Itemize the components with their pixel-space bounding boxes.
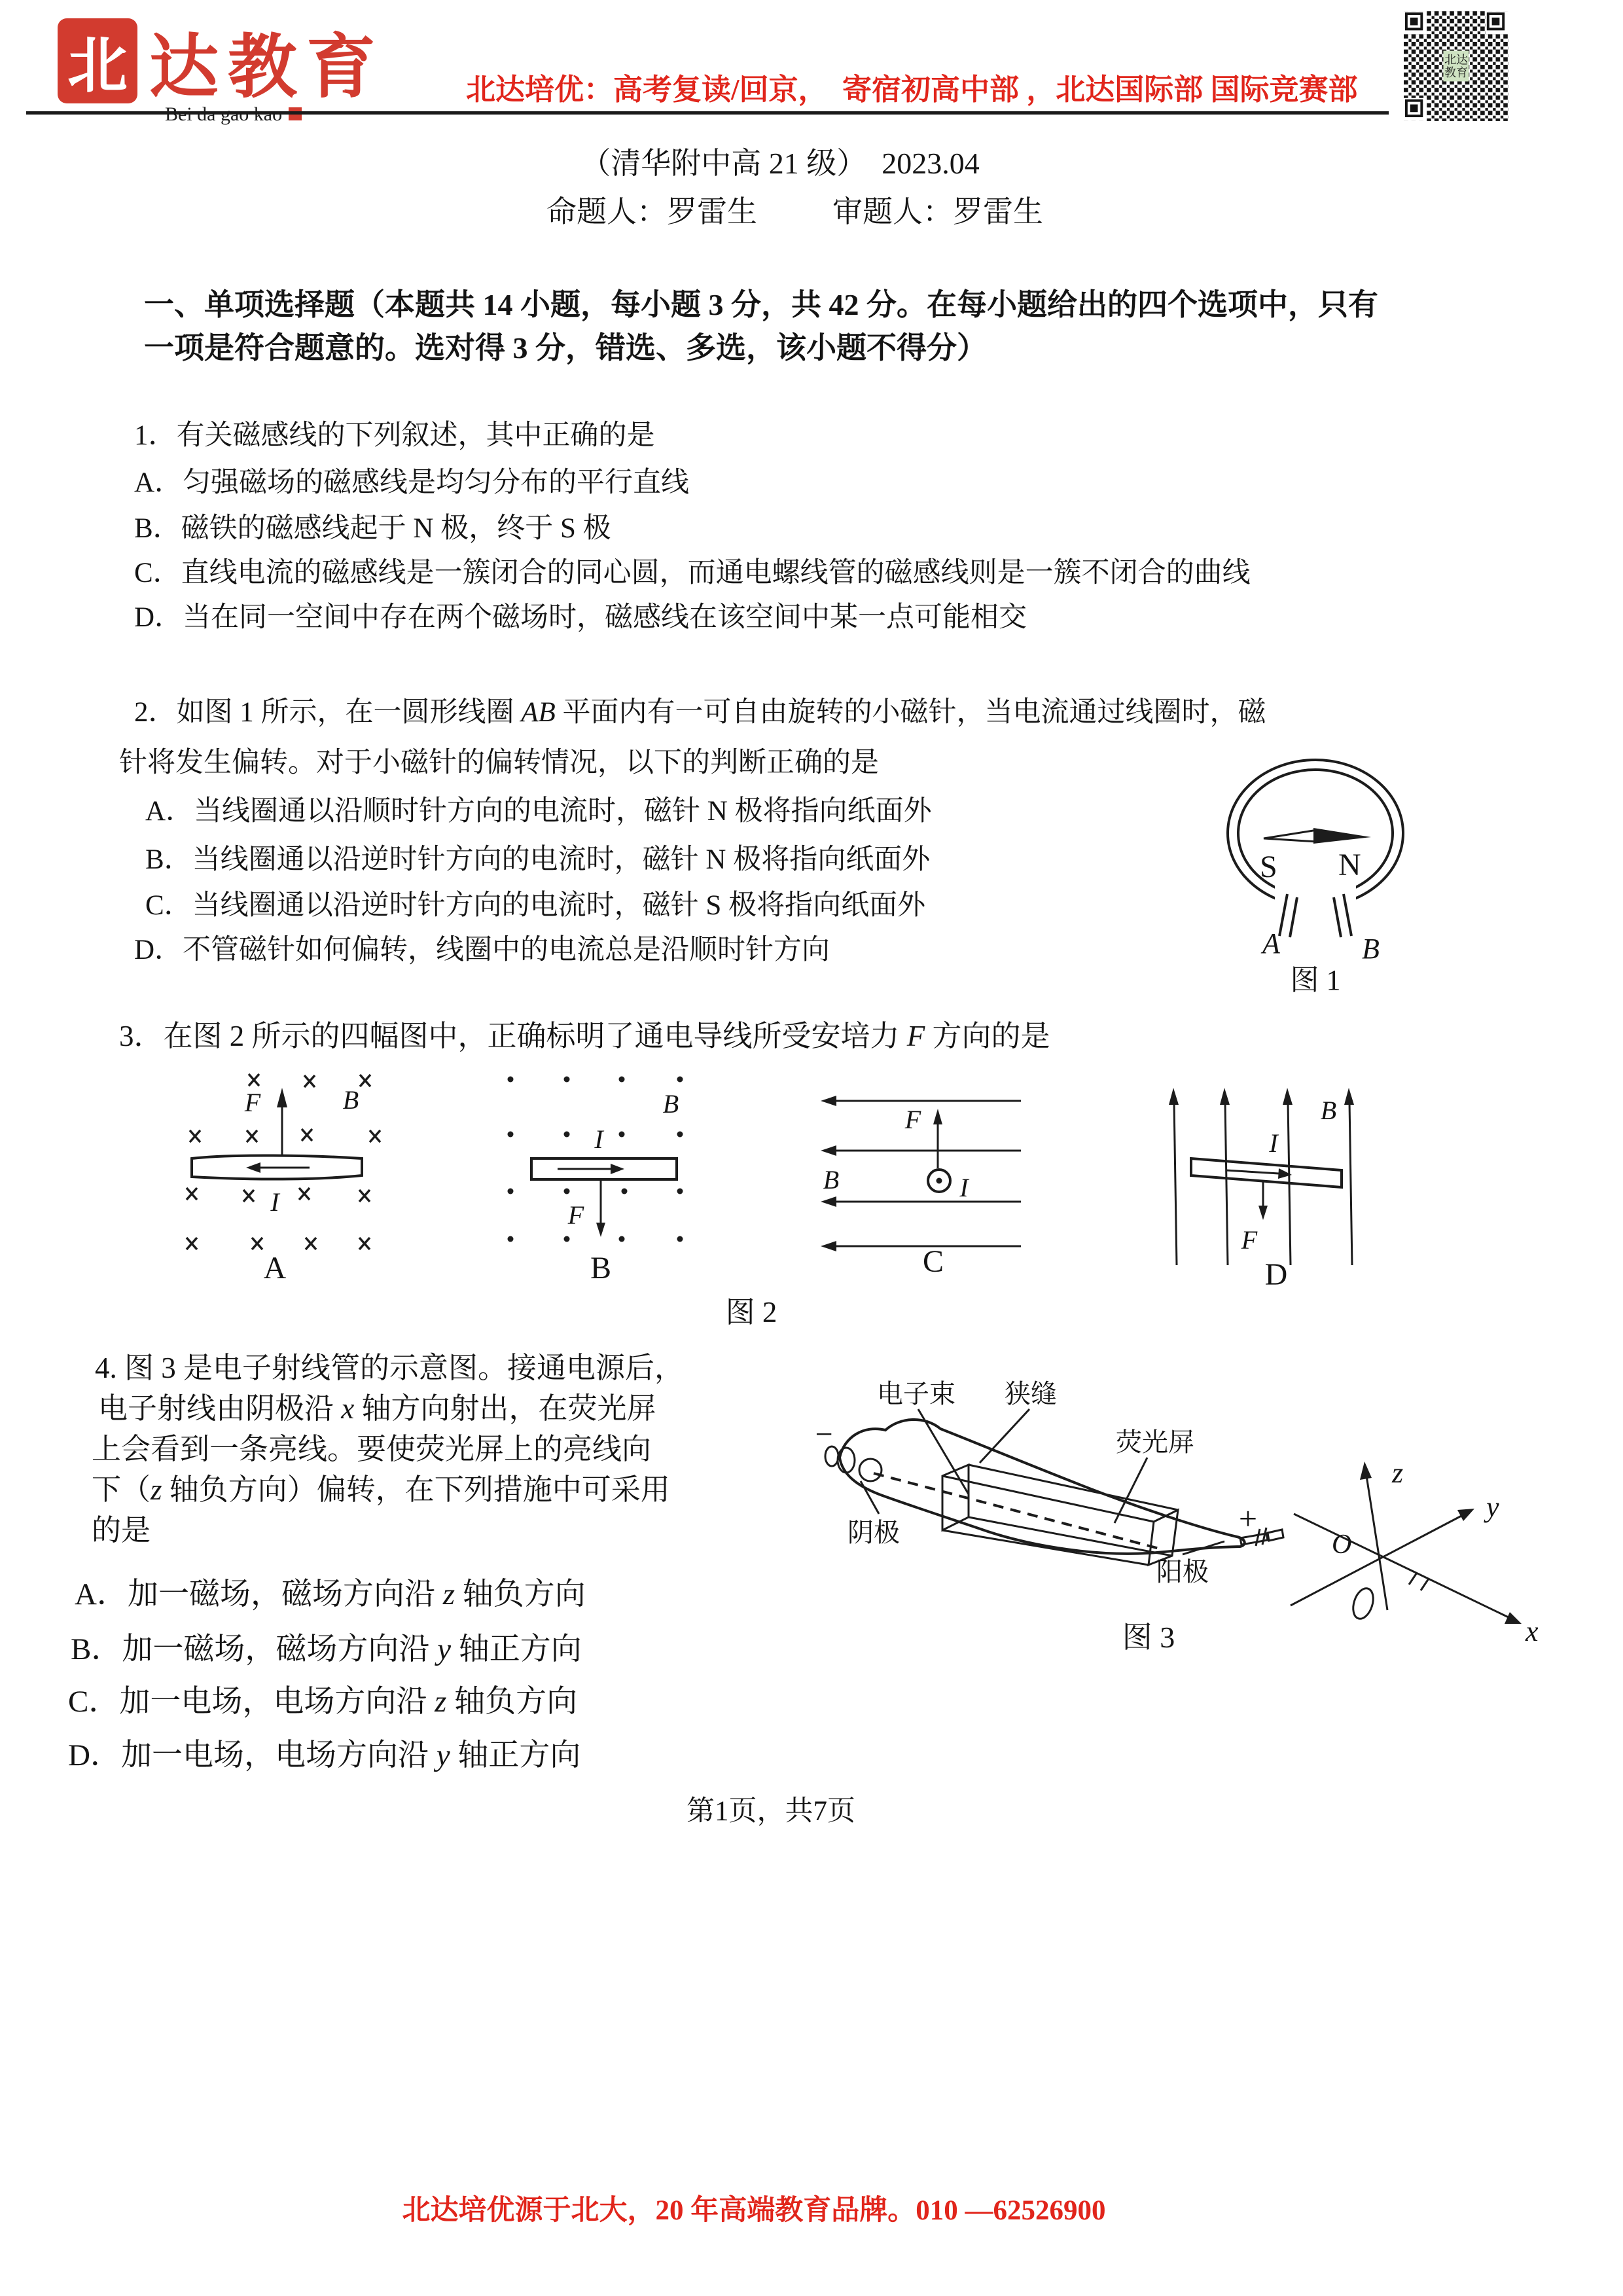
q1-option-a: A．匀强磁场的磁感线是均匀分布的平行直线 [134, 467, 690, 498]
fig2d-letter: D [1264, 1257, 1288, 1291]
fig2a-force-label: F [244, 1088, 261, 1117]
wire [531, 1158, 677, 1179]
fig1-lead-b-label: B [1362, 933, 1380, 965]
fig2a-current-label: I [270, 1187, 279, 1217]
fig1-caption: 图 1 [1290, 964, 1341, 996]
q3-stem-pre: 3．在图 2 所示的四幅图中，正确标明了通电导线所受安培力 [119, 1020, 907, 1052]
fig3-anode-label: 阳极 [1156, 1557, 1209, 1587]
q4-option-b-pre: B．加一磁场，磁场方向沿 [71, 1632, 438, 1666]
author-reviewer: 审题人：罗雷生 [832, 195, 1043, 228]
qr-center-text-2: 教育 [1444, 66, 1468, 79]
q2-stem-line2: 针将发生偏转。对于小磁针的偏转情况，以下的判断正确的是 [119, 747, 879, 778]
header-divider [26, 111, 1389, 115]
figure-2b-diagram [484, 1066, 694, 1285]
q4-option-b [71, 1631, 582, 1668]
q4-option-a-var: z [442, 1577, 455, 1611]
q2-option-b: B．当线圈通以沿逆时针方向的电流时，磁针 N 极将指向纸面外 [145, 844, 931, 875]
logo-brand-text: 达教育 [149, 29, 385, 106]
q4-option-c-pre: C．加一电场，电场方向沿 [68, 1685, 435, 1719]
qr-center-label [1443, 51, 1469, 82]
q4-option-c [68, 1683, 577, 1720]
q2-option-d: D．不管磁针如何偏转，线圈中的电流总是沿顺时针方向 [134, 935, 830, 965]
q4-option-c-var: z [435, 1685, 447, 1719]
q3-stem [119, 1018, 1050, 1054]
q4-line4-var: z [151, 1473, 162, 1506]
fig2-caption: 图 2 [725, 1296, 777, 1329]
fig3-axis-x-label: x [1525, 1615, 1539, 1647]
q1-option-b: B．磁铁的磁感线起于 N 极，终于 S 极 [134, 513, 611, 544]
q3-stem-post: 方向的是 [925, 1020, 1050, 1052]
coil-loop [1228, 760, 1403, 937]
q1-option-c: C．直线电流的磁感线是一簇闭合的同心圆，而通电螺线管的磁感线则是一簇不闭合的曲线 [134, 558, 1251, 588]
q4-line4-pre: 下（ [92, 1473, 151, 1506]
fig1-n-pole-label: N [1338, 848, 1361, 882]
force-arrow [277, 1088, 287, 1156]
q2-option-a: A．当线圈通以沿顺时针方向的电流时，磁针 N 极将指向纸面外 [145, 796, 932, 827]
fig2d-field-label: B [1320, 1096, 1337, 1125]
q4-stem-line1: 4. 图 3 是电子射线管的示意图。接通电源后， [95, 1352, 685, 1384]
header-tagline: 北达培优：高考复读/回京， 寄宿初高中部 ，北达国际部 国际竞赛部 [466, 73, 1358, 106]
q4-option-a [75, 1576, 586, 1613]
q2-stem-line1 [134, 696, 1266, 730]
wire [192, 1155, 362, 1179]
q3-stem-var: F [906, 1020, 925, 1052]
fig3-axis-z-label: z [1392, 1457, 1404, 1489]
figure-2d-diagram [1157, 1066, 1366, 1291]
paper-title: （清华附中高 21 级） 2023.04 [580, 147, 980, 180]
author-setter: 命题人：罗雷生 [546, 195, 757, 228]
figure-2a-diagram [175, 1066, 385, 1285]
fig2c-letter: C [922, 1244, 944, 1275]
screen-box [942, 1465, 1178, 1565]
q4-line4-post: 轴负方向）偏转，在下列措施中可采用 [162, 1473, 670, 1506]
fig3-minus-label: − [815, 1417, 833, 1452]
fig3-screen-label: 荧光屏 [1116, 1427, 1194, 1457]
q4-option-b-post: 轴正方向 [450, 1632, 582, 1666]
section-heading-line1: 一、单项选择题（本题共 14 小题，每小题 3 分，共 42 分。在每小题给出的四个选项中，只有 [144, 288, 1378, 321]
fig2c-field-label: B [823, 1165, 840, 1194]
footer-promo: 北达培优源于北大，20 年高端教育品牌。010 —62526900 [402, 2195, 1106, 2226]
q2-stem1-pre: 2．如图 1 所示，在一圆形线圈 [134, 697, 522, 728]
logo [58, 18, 137, 103]
force-arrow [1258, 1181, 1268, 1220]
logo-seal-icon [58, 18, 137, 103]
q2-option-c: C．当线圈通以沿逆时针方向的电流时，磁针 S 极将指向纸面外 [145, 890, 926, 921]
q4-option-d-pre: D．加一电场，电场方向沿 [68, 1738, 437, 1772]
compass-needle [1264, 828, 1371, 844]
page-number: 第1页，共7页 [687, 1796, 855, 1827]
q4-stem-line4 [92, 1472, 670, 1507]
fig1-lead-a-label: A [1262, 927, 1280, 960]
figure-1-coil-diagram [1207, 746, 1495, 1008]
fig2b-current-label: I [594, 1124, 603, 1154]
fig3-axis-y-label: y [1486, 1491, 1499, 1523]
fig3-origin-label: O [1332, 1530, 1352, 1560]
wire [1191, 1158, 1342, 1187]
q2-stem1-var: AB [521, 697, 556, 728]
q4-stem-line5: 的是 [92, 1514, 151, 1547]
q4-line2-var: x [341, 1392, 355, 1425]
figure-3-electron-tube-diagram [808, 1345, 1623, 1666]
q4-stem-line3: 上会看到一条亮线。要使荧光屏上的亮线向 [92, 1433, 652, 1465]
logo-seal-char: 北 [67, 33, 128, 99]
fig3-slit-label: 狭缝 [1005, 1379, 1057, 1408]
fig2c-current-label: I [959, 1173, 969, 1202]
q4-line2-pre: 电子射线由阴极沿 [98, 1392, 342, 1425]
q4-option-d-post: 轴正方向 [450, 1738, 581, 1772]
current-out-of-page [928, 1170, 950, 1192]
fig2b-force-label: F [567, 1200, 584, 1230]
force-arrow [933, 1109, 942, 1168]
qr-code-icon [1404, 10, 1508, 122]
fig2d-current-label: I [1269, 1128, 1278, 1158]
qr-center-text-1: 北达 [1444, 53, 1468, 67]
fig2b-letter: B [590, 1251, 612, 1285]
section-heading-line2: 一项是符合题意的。选对得 3 分，错选、多选，该小题不得分） [144, 331, 987, 365]
force-arrow [596, 1179, 605, 1237]
q4-line2-post: 轴方向射出，在荧光屏 [354, 1392, 656, 1425]
q4-option-c-post: 轴负方向 [446, 1685, 578, 1719]
q2-stem1-post: 平面内有一可自由旋转的小磁针，当电流通过线圈时，磁 [555, 697, 1266, 728]
fig3-plus-label: + [1238, 1500, 1258, 1537]
q4-option-a-post: 轴负方向 [455, 1577, 586, 1611]
q1-stem: 1．有关磁感线的下列叙述，其中正确的是 [134, 420, 655, 451]
q4-stem-line2 [98, 1391, 656, 1426]
coordinate-axes [1291, 1462, 1522, 1624]
fig3-cathode-label: 阴极 [847, 1518, 900, 1547]
fig2a-letter: A [263, 1251, 287, 1285]
fig2c-force-label: F [904, 1105, 921, 1134]
q4-option-b-var: y [437, 1632, 451, 1666]
fig3-caption: 图 3 [1122, 1621, 1175, 1654]
q4-option-a-pre: A．加一磁场，磁场方向沿 [75, 1577, 443, 1611]
fig1-s-pole-label: S [1260, 850, 1277, 884]
q4-option-d-var: y [436, 1738, 450, 1772]
fig2a-field-label: B [342, 1085, 359, 1115]
q4-option-d [68, 1737, 580, 1774]
logo-subtitle [165, 103, 302, 126]
fig2b-field-label: B [662, 1089, 679, 1119]
fig3-beam-label: 电子束 [877, 1379, 955, 1408]
figure-2c-diagram [805, 1079, 1027, 1275]
q1-option-d: D．当在同一空间中存在两个磁场时，磁感线在该空间中某一点可能相交 [134, 602, 1027, 633]
electron-beam-dashed-line [874, 1473, 1162, 1549]
fig2d-force-label: F [1241, 1225, 1258, 1255]
